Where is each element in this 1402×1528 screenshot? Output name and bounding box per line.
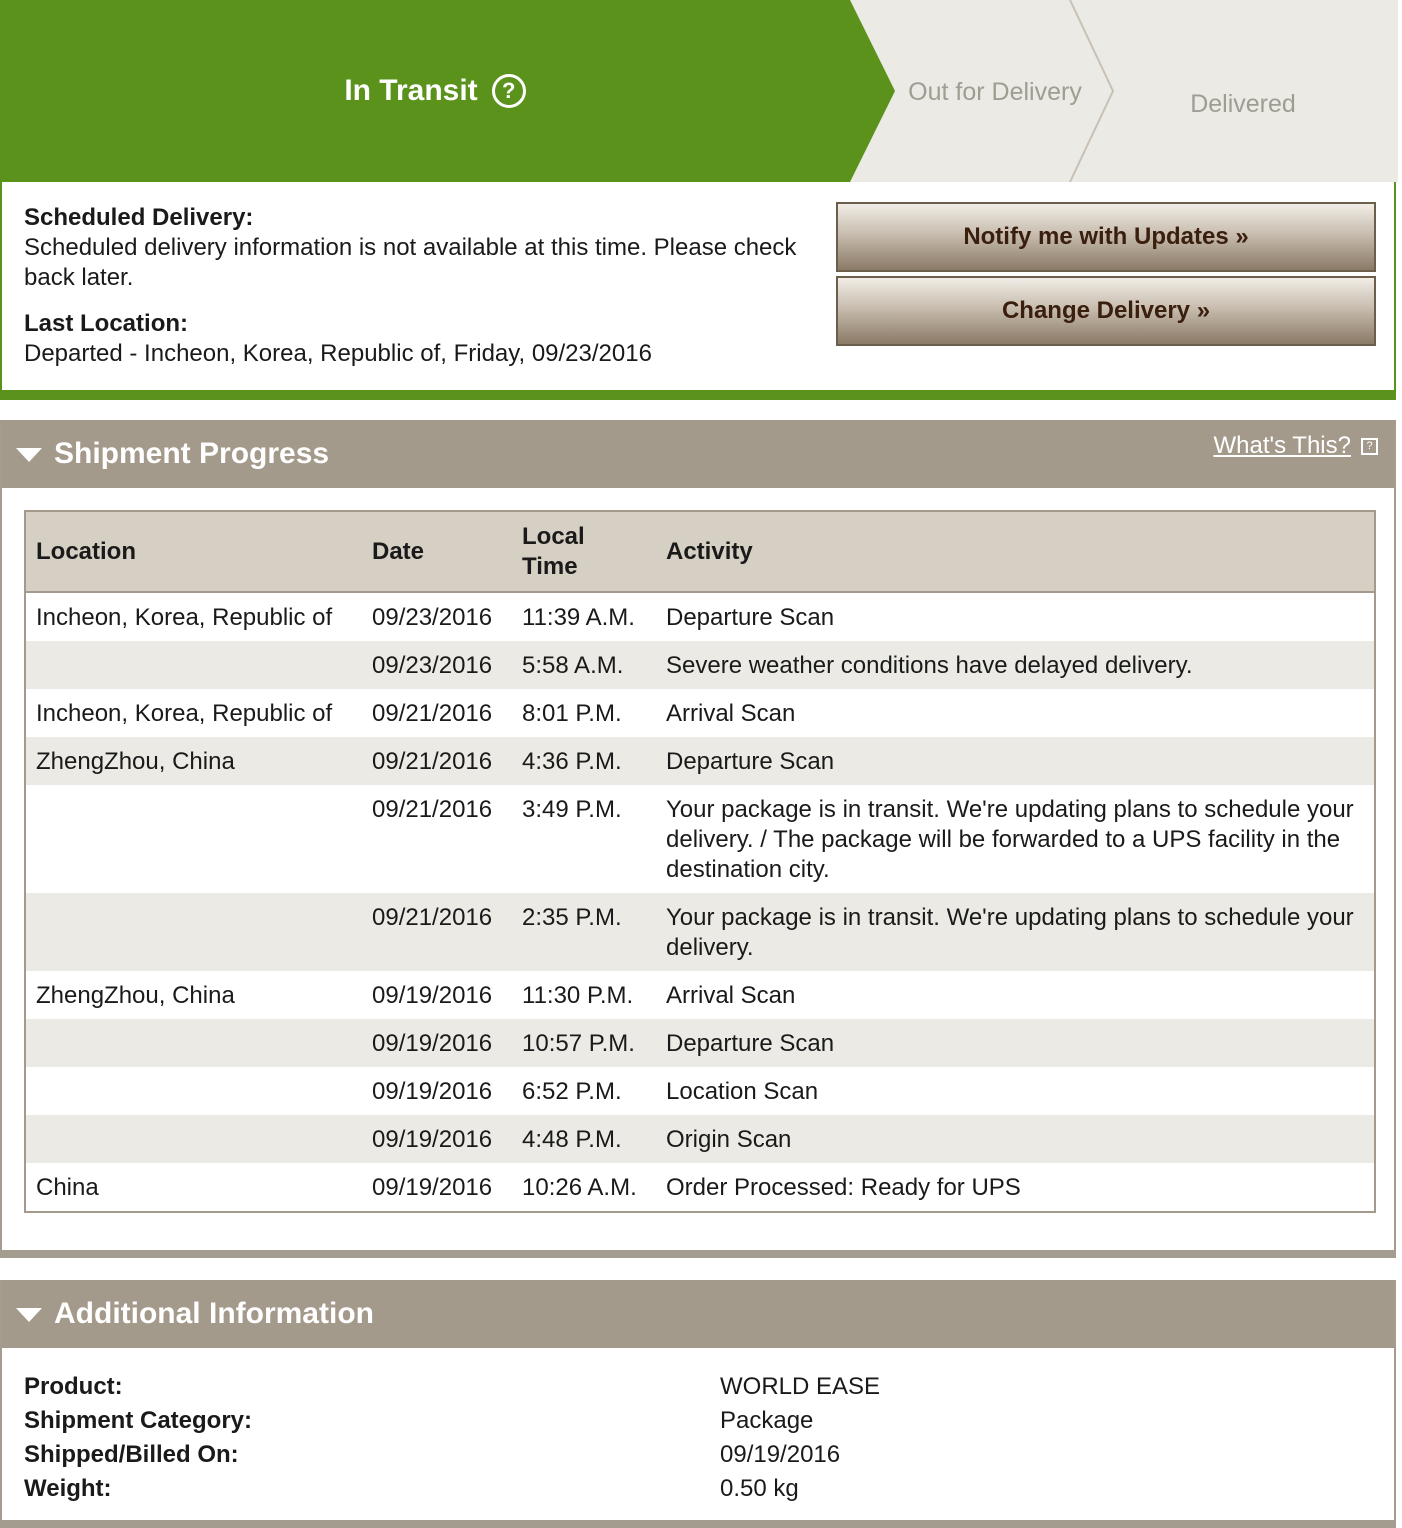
cell-date: 09/23/2016	[362, 641, 512, 689]
whats-this-link[interactable]: What's This?	[1213, 432, 1351, 459]
table-row	[26, 785, 1374, 893]
cell-activity: Departure Scan	[656, 1019, 1374, 1067]
cell-activity: Your package is in transit. We're updating plans to schedule your delivery.	[656, 893, 1374, 971]
cell-date: 09/21/2016	[362, 893, 512, 971]
cell-date: 09/19/2016	[362, 1115, 512, 1163]
progress-table-body	[26, 592, 1374, 1211]
table-row	[26, 1067, 1374, 1115]
cell-time: 3:49 P.M.	[522, 796, 622, 823]
cell-activity: Departure Scan	[666, 604, 835, 631]
table-row	[26, 971, 1374, 1019]
additional-info-header[interactable]	[2, 1280, 1394, 1348]
cell-date: 09/21/2016	[372, 796, 493, 823]
cell-location	[26, 1115, 362, 1163]
cell-time: 11:30 P.M.	[522, 982, 634, 1009]
info-label: Shipment Category:	[24, 1407, 253, 1434]
cell-date: 09/23/2016	[372, 604, 493, 631]
info-row	[24, 1404, 1374, 1438]
cell-location	[26, 641, 362, 689]
info-value: WORLD EASE	[720, 1373, 881, 1400]
status-card	[0, 0, 1396, 400]
change-delivery-button[interactable]: Change Delivery »	[836, 276, 1376, 346]
table-row	[26, 689, 1374, 737]
info-label: Product:	[24, 1373, 123, 1400]
cell-time: 4:48 P.M.	[512, 1115, 656, 1163]
shipment-progress-title: Shipment Progress	[54, 437, 330, 470]
table-row	[26, 737, 1374, 785]
info-row	[24, 1472, 1374, 1506]
header-date: Date	[362, 512, 512, 592]
notify-updates-button[interactable]: Notify me with Updates »	[836, 202, 1376, 272]
cell-time: 10:26 A.M.	[522, 1174, 637, 1201]
progress-steps	[0, 0, 1398, 182]
collapse-triangle-icon[interactable]	[16, 1308, 42, 1322]
cell-time: 4:36 P.M.	[512, 737, 656, 785]
cell-time: 8:01 P.M.	[522, 700, 622, 727]
info-value: Package	[720, 1407, 814, 1434]
cell-time: 5:58 A.M.	[512, 641, 656, 689]
cell-location: China	[36, 1174, 99, 1201]
header-location: Location	[26, 512, 362, 592]
cell-date: 09/19/2016	[362, 1019, 512, 1067]
cell-activity: Severe weather conditions have delayed delivery.	[656, 641, 1374, 689]
cell-time: 6:52 P.M.	[522, 1078, 622, 1105]
shipment-progress-panel	[0, 420, 1396, 1258]
header-activity: Activity	[656, 512, 1374, 592]
table-row	[26, 1019, 1374, 1067]
cell-location: Incheon, Korea, Republic of	[36, 700, 333, 727]
cell-time: 11:39 A.M.	[522, 604, 635, 631]
cell-location	[26, 785, 362, 893]
info-value: 0.50 kg	[720, 1475, 799, 1502]
cell-date: 09/19/2016	[372, 1174, 493, 1201]
header-local-time: Local Time	[512, 512, 656, 592]
additional-info-title: Additional Information	[54, 1297, 374, 1330]
cell-activity: Origin Scan	[656, 1115, 1374, 1163]
cell-location	[26, 1067, 362, 1115]
cell-activity: Your package is in transit. We're updating plans to schedule your delivery. / The package will be forwarded to a UPS facility in the destination city.	[666, 796, 1354, 883]
step-out-for-delivery: Out for Delivery	[908, 78, 1082, 106]
cell-time: 10:57 P.M.	[512, 1019, 656, 1067]
cell-time: 2:35 P.M.	[512, 893, 656, 971]
cell-date: 09/19/2016	[372, 982, 493, 1009]
info-label: Shipped/Billed On:	[24, 1441, 239, 1468]
collapse-triangle-icon[interactable]	[16, 448, 42, 462]
cell-activity: Location Scan	[666, 1078, 819, 1105]
cell-activity: Arrival Scan	[666, 700, 796, 727]
table-row	[26, 1163, 1374, 1211]
step-delivered: Delivered	[1190, 90, 1296, 118]
scheduled-delivery-block	[24, 203, 804, 369]
whats-this	[1213, 432, 1378, 460]
step-in-transit-label: In Transit	[344, 74, 478, 107]
cell-location: Incheon, Korea, Republic of	[36, 604, 333, 631]
cell-date: 09/21/2016	[372, 700, 493, 727]
scheduled-delivery-label: Scheduled Delivery:	[24, 204, 254, 231]
cell-date: 09/21/2016	[362, 737, 512, 785]
cell-activity: Order Processed: Ready for UPS	[666, 1174, 1021, 1201]
info-row	[24, 1370, 1374, 1404]
table-row	[26, 1115, 1374, 1163]
cell-activity: Arrival Scan	[666, 982, 796, 1009]
info-label: Weight:	[24, 1475, 112, 1502]
table-header-row	[26, 512, 1374, 592]
progress-table	[26, 512, 1374, 1211]
table-row	[26, 893, 1374, 971]
progress-table-wrapper	[24, 510, 1376, 1213]
step-in-transit	[0, 0, 860, 182]
table-row	[26, 592, 1374, 641]
help-icon[interactable]: ?	[492, 74, 526, 108]
popup-icon[interactable]: ?	[1361, 438, 1378, 455]
cell-activity: Departure Scan	[656, 737, 1374, 785]
table-row	[26, 641, 1374, 689]
info-value: 09/19/2016	[720, 1441, 841, 1468]
cell-location: ZhengZhou, China	[36, 982, 235, 1009]
shipment-progress-header[interactable]	[2, 420, 1394, 488]
scheduled-delivery-text: Scheduled delivery information is not available at this time. Please check back later.	[24, 234, 797, 291]
cell-location	[26, 893, 362, 971]
last-location-label: Last Location:	[24, 310, 189, 337]
cell-date: 09/19/2016	[372, 1078, 493, 1105]
last-location-text: Departed - Incheon, Korea, Republic of, Friday, 09/23/2016	[24, 340, 652, 367]
info-row	[24, 1438, 1374, 1472]
additional-info-list	[24, 1370, 1374, 1506]
additional-info-panel	[0, 1280, 1396, 1528]
cell-location: ZhengZhou, China	[26, 737, 362, 785]
cell-location	[26, 1019, 362, 1067]
